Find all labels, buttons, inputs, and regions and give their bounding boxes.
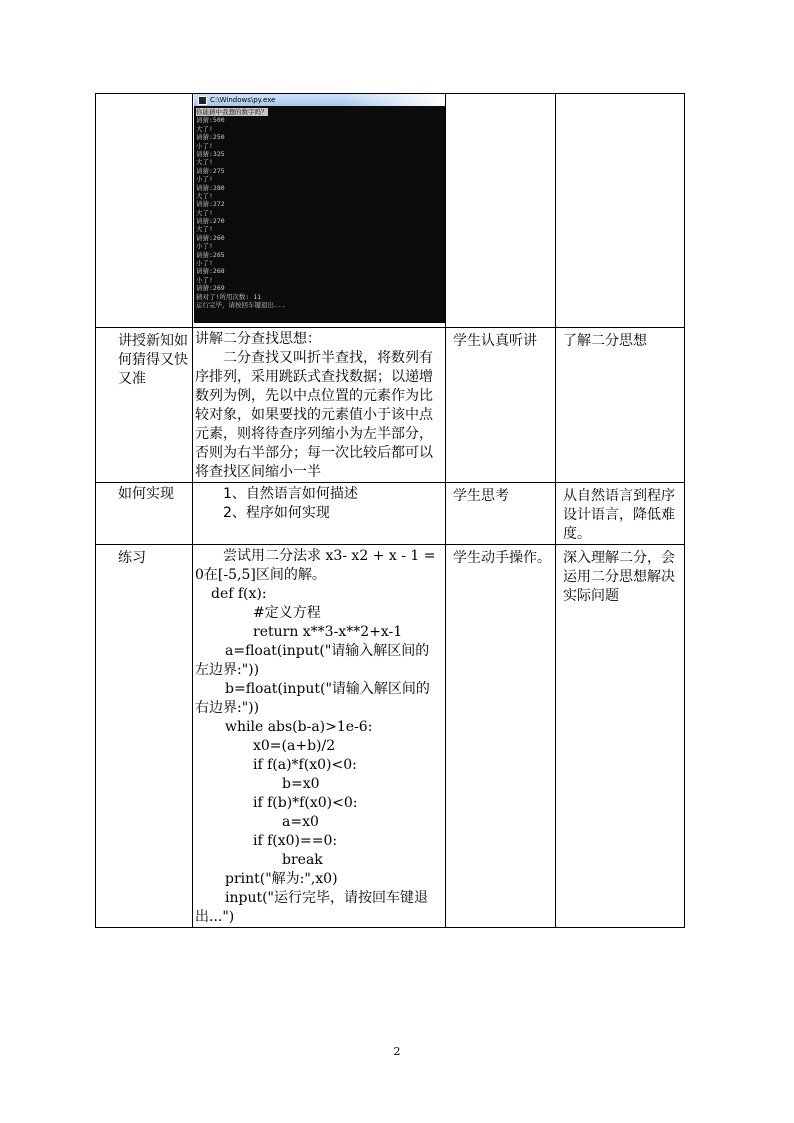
table-row [96,328,685,483]
console-title-text: C:\Windows\py.exe [210,96,276,104]
console-line: 请猜:260 [196,233,225,242]
console-line: 请猜:325 [196,149,225,158]
console-titlebar [194,94,445,106]
console-line: 请猜:269 [196,284,225,293]
table-row [96,94,685,328]
console-line: 大了! [196,124,213,133]
code-line: print("解为:",x0) [225,871,338,887]
design-intent-text: 了解二分思想 [563,333,647,349]
console-line: 你能猜中我想的数字吗？ [196,108,268,116]
student-activity-text: 学生认真听讲 [453,333,537,349]
student-activity [446,483,556,545]
exercise-intro: 尝试用二分法求 x3- x2 + x - 1 = 0在[-5,5]区间的解。 [195,548,436,583]
design-intent-text: 从自然语言到程序设计语言，降低难度。 [563,488,675,542]
empty-cell [96,94,193,328]
console-line: 请猜:500 [196,116,225,125]
console-window-icon [198,96,207,105]
code-line: #定义方程 [253,605,321,621]
student-activity-text: 学生动手操作。 [453,550,551,566]
content-body: 二分查找又叫折半查找，将数列有序排列，采用跳跃式查找数据；以递增数列为例，先以中点位置的元素作为比较对象，如果要找的元素值小于该中点元素，则将待查序列缩小为左半部分，否则为右半部分；每一次比较后都可以将查找区间缩小一半 [195,350,433,480]
stage-label-text: 讲授新知如何猜得又快又准 [118,333,188,387]
empty-cell [556,94,685,328]
student-activity [446,545,556,928]
console-line: 小了! [196,259,213,268]
code-line: b=float(input("请输入解区间的右边界:")) [195,681,430,716]
stage-label [96,545,193,928]
console-cell [193,94,446,328]
console-output [194,106,445,309]
console-line: 猜对了!所用次数: 11 [196,292,262,301]
console-line: 大了! [196,158,213,167]
console-line: 大了! [196,208,213,217]
code-line: if f(a)*f(x0)<0: [253,757,357,773]
console-line: 大了! [196,225,213,234]
content-item: 2、程序如何实现 [223,505,330,521]
design-intent [556,545,685,928]
code-line: if f(x0)==0: [253,833,338,849]
student-activity-text: 学生思考 [453,488,509,504]
code-line: return x**3-x**2+x-1 [253,624,403,640]
stage-label-text: 如何实现 [118,486,174,502]
code-line: while abs(b-a)>1e-6: [225,719,373,735]
lesson-plan-table [95,93,685,928]
console-line: 请猜:250 [196,133,225,142]
table-row [96,483,685,545]
code-line: def f(x): [211,586,267,602]
console-line: 请猜:268 [196,267,225,276]
design-intent [556,483,685,545]
code-line: a=x0 [282,814,319,830]
console-line: 小了! [196,275,213,284]
console-line: 请猜:275 [196,166,225,175]
code-line: if f(b)*f(x0)<0: [253,795,358,811]
student-activity [446,328,556,483]
design-intent-text: 深入理解二分，会运用二分思想解决实际问题 [563,550,675,604]
empty-cell [446,94,556,328]
console-line: 请猜:270 [196,217,225,226]
stage-label-text: 练习 [118,550,146,566]
content-cell [193,328,446,483]
code-line: input("运行完毕，请按回车键退出...") [195,890,428,925]
code-block [195,585,443,927]
console-line: 请猜:280 [196,183,225,192]
code-line: a=float(input("请输入解区间的左边界:")) [195,643,430,678]
console-line: 小了! [196,175,213,184]
console-line: 小了! [196,242,213,251]
code-line: x0=(a+b)/2 [253,738,336,754]
table-row [96,545,685,928]
code-line: break [282,852,323,868]
content-cell [193,545,446,928]
content-item: 1、自然语言如何描述 [223,486,358,502]
stage-label [96,328,193,483]
code-line: b=x0 [282,776,320,792]
console-line: 小了! [196,141,213,150]
console-line: 大了! [196,191,213,200]
design-intent [556,328,685,483]
content-title: 讲解二分查找思想： [195,331,321,347]
console-line: 运行完毕，请按回车键退出... [196,300,286,309]
console-window [194,94,445,323]
stage-label [96,483,193,545]
console-line: 请猜:265 [196,250,225,259]
console-line: 请猜:272 [196,200,225,209]
page-number: 2 [393,1045,401,1058]
content-cell [193,483,446,545]
